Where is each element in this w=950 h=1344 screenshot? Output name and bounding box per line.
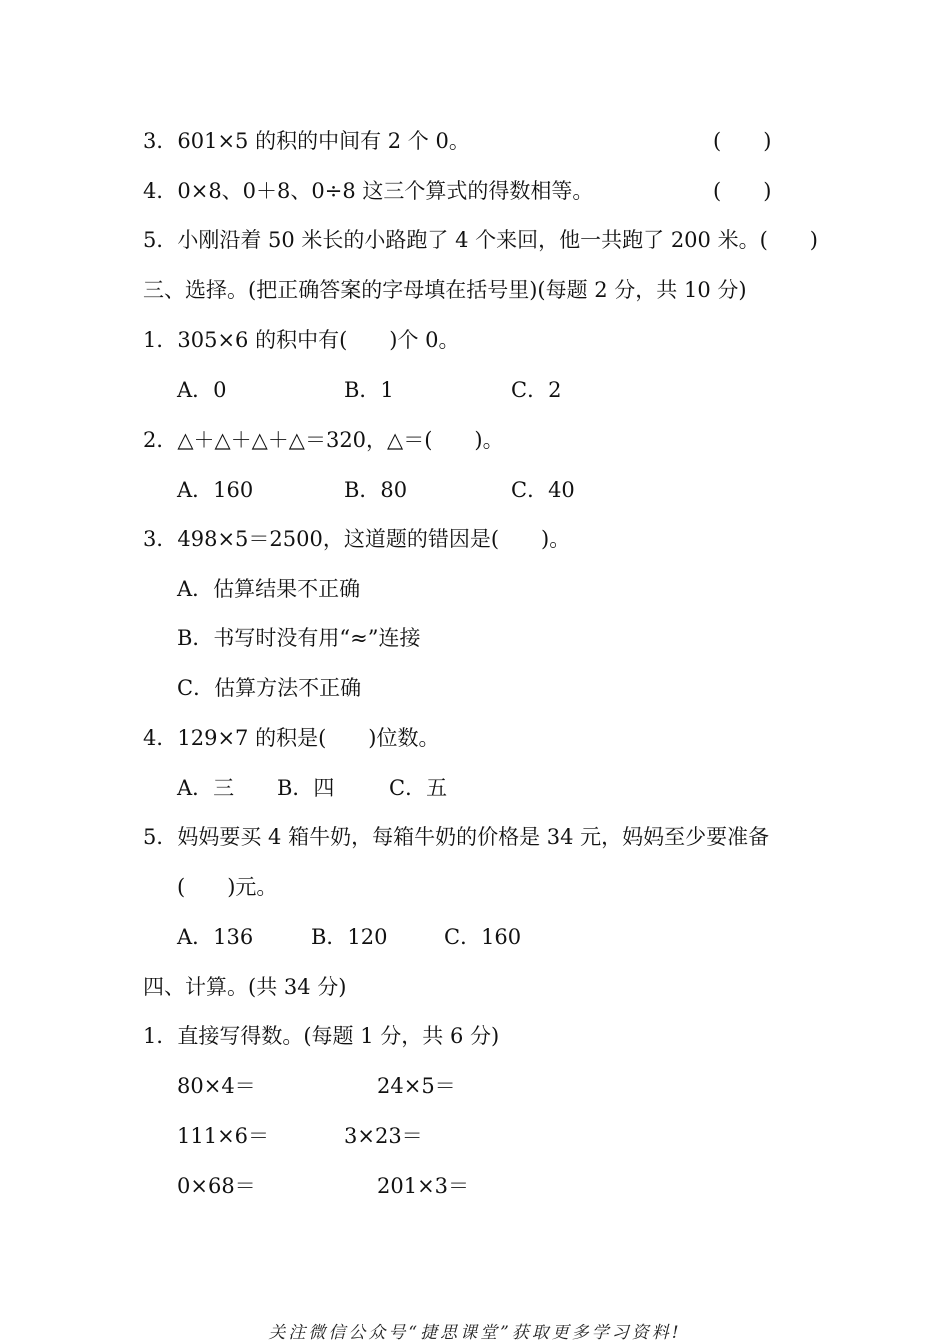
s2-item-3: 3．601×5 的积的中间有 2 个 0。 xyxy=(143,129,470,153)
s3-q2-option-a[interactable]: A．160 xyxy=(177,478,254,502)
s2-item-4: 4．0×8、0＋8、0÷8 这三个算式的得数相等。 xyxy=(143,179,594,203)
s3-q1-stem: 1．305×6 的积中有( )个 0。 xyxy=(143,328,460,352)
s3-q2-option-c[interactable]: C．40 xyxy=(511,478,575,502)
s2-item-5: 5．小刚沿着 50 米长的小路跑了 4 个来回，他一共跑了 200 米。( ) xyxy=(143,228,818,252)
s3-q5-option-a[interactable]: A．136 xyxy=(177,925,254,949)
s3-q1-option-a[interactable]: A．0 xyxy=(177,378,227,402)
calc-expr: 3×23＝ xyxy=(344,1124,423,1148)
s3-q5-stem: 5．妈妈要买 4 箱牛奶，每箱牛奶的价格是 34 元，妈妈至少要准备 xyxy=(143,825,770,849)
calc-expr: 201×3＝ xyxy=(377,1174,470,1198)
s3-q1-option-c[interactable]: C．2 xyxy=(511,378,562,402)
s3-q3-option-c[interactable]: C．估算方法不正确 xyxy=(177,676,362,700)
s3-q4-option-a[interactable]: A．三 xyxy=(177,776,235,800)
calc-expr: 0×68＝ xyxy=(177,1174,256,1198)
calc-expr: 80×4＝ xyxy=(177,1074,256,1098)
s3-q2-stem: 2．△＋△＋△＋△＝320，△＝( )。 xyxy=(143,428,504,452)
s3-q1-option-b[interactable]: B．1 xyxy=(344,378,394,402)
s4-sub1-heading: 1．直接写得数。(每题 1 分，共 6 分) xyxy=(143,1024,500,1048)
section3-heading: 三、选择。(把正确答案的字母填在括号里)(每题 2 分，共 10 分) xyxy=(143,278,747,302)
section4-heading: 四、计算。(共 34 分) xyxy=(143,975,347,999)
s3-q4-option-c[interactable]: C．五 xyxy=(389,776,448,800)
calc-expr: 111×6＝ xyxy=(177,1124,270,1148)
s3-q4-option-b[interactable]: B．四 xyxy=(277,776,335,800)
s3-q2-option-b[interactable]: B．80 xyxy=(344,478,408,502)
s3-q5-option-b[interactable]: B．120 xyxy=(311,925,388,949)
s2-item-3-answer-paren[interactable]: ( ) xyxy=(713,129,772,153)
footer-promo: 关注微信公众号“捷思课堂”获取更多学习资料! xyxy=(268,1323,682,1343)
s3-q3-option-b[interactable]: B．书写时没有用“≈”连接 xyxy=(177,626,421,650)
calc-expr: 24×5＝ xyxy=(377,1074,456,1098)
s3-q5-option-c[interactable]: C．160 xyxy=(444,925,522,949)
s3-q3-option-a[interactable]: A．估算结果不正确 xyxy=(177,577,361,601)
s3-q4-stem: 4．129×7 的积是( )位数。 xyxy=(143,726,440,750)
s3-q5-stem-continued: ( )元。 xyxy=(177,875,278,899)
s2-item-4-answer-paren[interactable]: ( ) xyxy=(713,179,772,203)
s3-q3-stem: 3．498×5＝2500，这道题的错因是( )。 xyxy=(143,527,571,551)
